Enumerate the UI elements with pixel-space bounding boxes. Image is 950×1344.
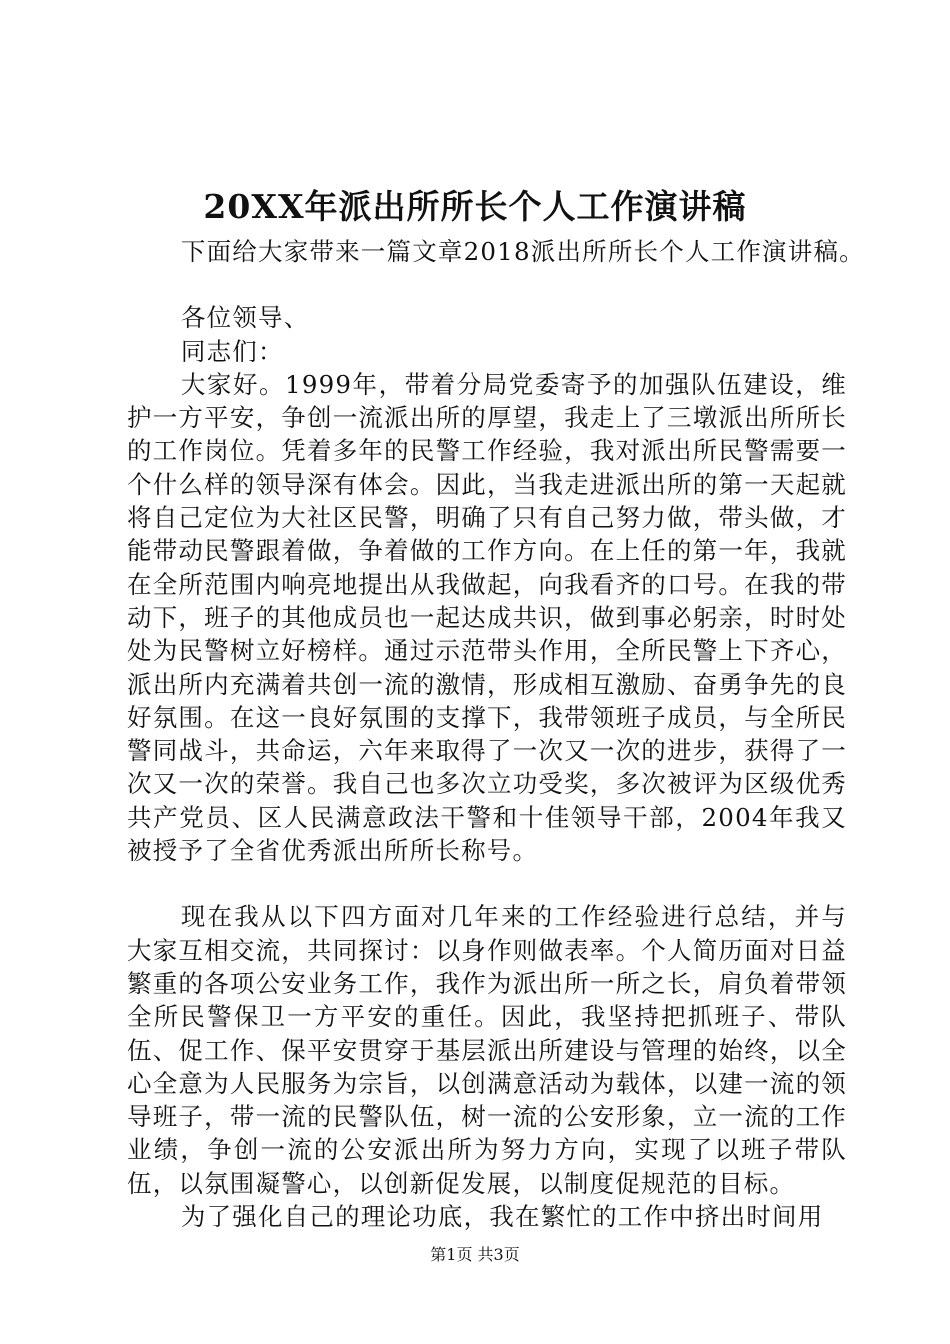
salutation-comrades: 同志们： — [180, 336, 284, 366]
salutation-leaders: 各位领导、 — [180, 303, 310, 333]
intro-paragraph: 下面给大家带来一篇文章2018派出所所长个人工作演讲稿。 — [180, 237, 865, 266]
body-paragraph-1: 大家好。1999年，带着分局党委寄予的加强队伍建设，维护一方平安，争创一流派出所的厚望，我走上了三墩派出所所长的工作岗位。凭着多年的民警工作经验，我对派出所民警需要一个什么样的领导深有体会。因此，当我走进派出所的第一天起就将自己定位为大社区民警，明确了只有自己努力做，带头做，才能带动民警跟着做，争着做的工作方向。在上任的第一年，我就在全所范围内响亮地提出从我做起，向我看齐的口号。在我的带动下，班子的其他成员也一起达成共识，做到事必躬亲，时时处处为民警树立好榜样。通过示范带头作用，全所民警上下齐心，派出所内充满着共创一流的激情，形成相互激励、奋勇争先的良好氛围。在这一良好氛围的支撑下，我带领班子成员，与全所民警同战斗，共命运，六年来取得了一次又一次的进步，获得了一次又一次的荣誉。我自己也多次立功受奖，多次被评为区级优秀共产党员、区人民满意政法干警和十佳领导干部，2004年我又被授予了全省优秀派出所所长称号。 — [127, 369, 847, 866]
page-footer: 第1页 共3页 — [430, 1245, 520, 1264]
body-paragraph-3: 为了强化自己的理论功底，我在繁忙的工作中挤出时间用 — [180, 1202, 824, 1232]
document-body — [127, 235, 865, 1233]
document-title: 20XX年派出所所长个人工作演讲稿 — [203, 187, 747, 226]
body-paragraph-2: 现在我从以下四方面对几年来的工作经验进行总结，并与大家互相交流，共同探讨：以身作则做表率。个人简历面对日益繁重的各项公安业务工作，我作为派出所一所之长，肩负着带领全所民警保卫一方平安的重任。因此，我坚持把抓班子、带队伍、促工作、保平安贯穿于基层派出所建设与管理的始终，以全心全意为人民服务为宗旨，以创满意活动为载体，以建一流的领导班子，带一流的民警队伍，树一流的公安形象，立一流的工作业绩，争创一流的公安派出所为努力方向，实现了以班子带队伍，以氛围凝警心，以创新促发展，以制度促规范的目标。 — [127, 902, 847, 1198]
